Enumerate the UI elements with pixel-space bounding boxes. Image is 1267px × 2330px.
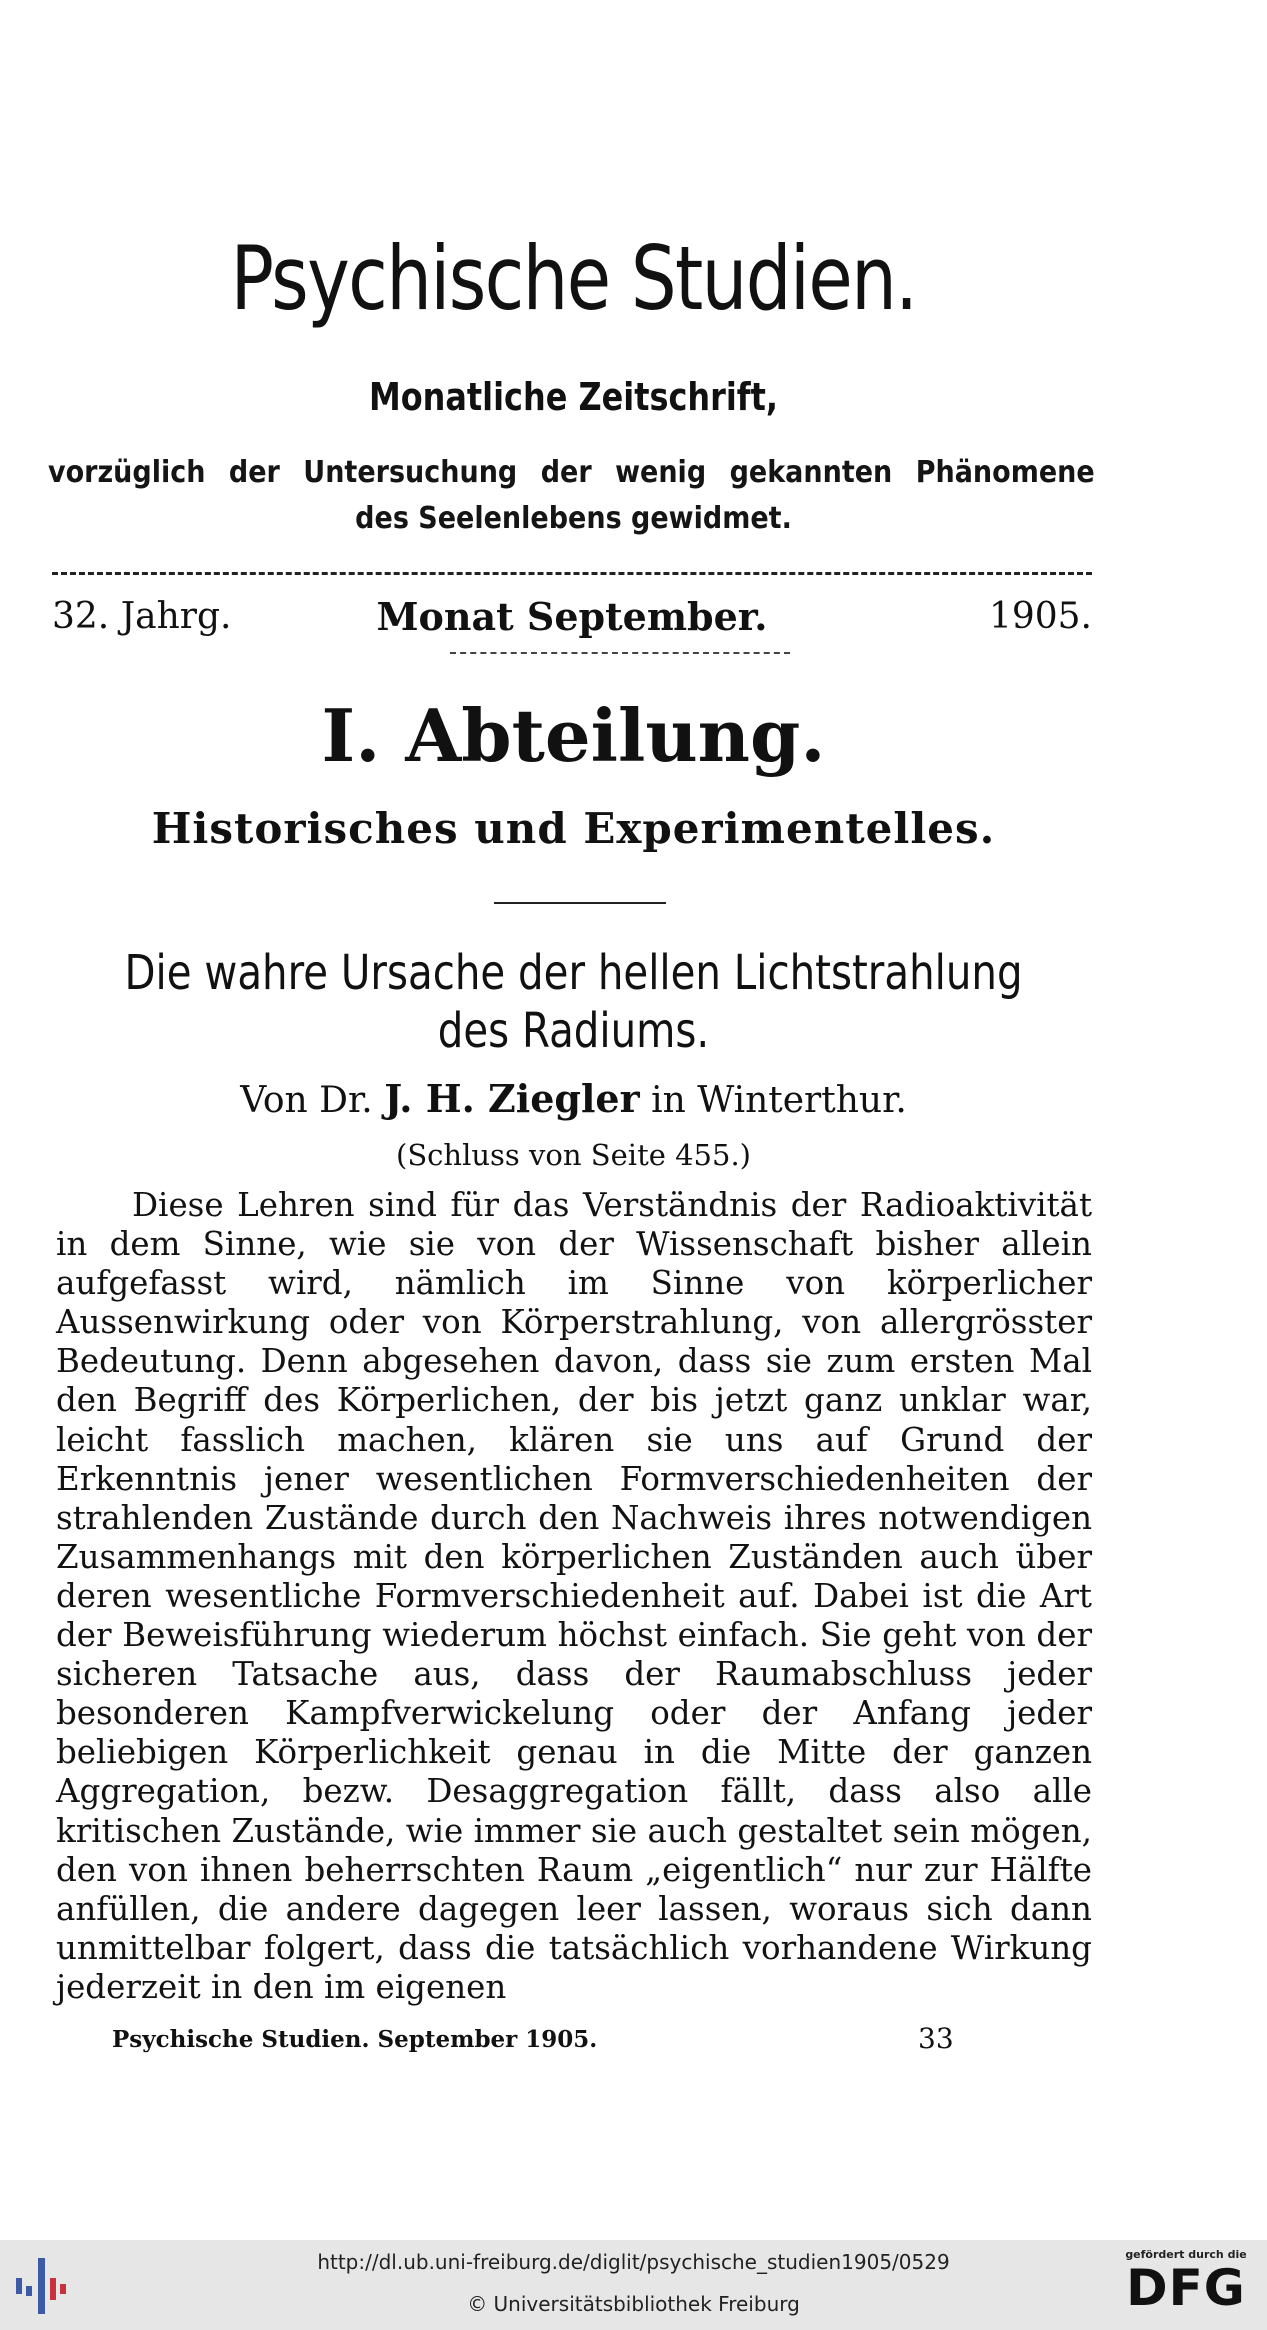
byline-suffix: in Winterthur. [651,1080,907,1121]
journal-subtitle: Monatliche Zeitschrift, [368,375,779,419]
author-name: J. H. Ziegler [384,1076,640,1121]
running-foot: Psychische Studien. September 1905. [112,2026,598,2053]
section-subtitle: Historisches und Experimentelles. [151,804,996,853]
article-title [92,944,1055,1060]
journal-description-line1: vorzüglich der Untersuchung der wenig gekannten Phänomene [48,455,1095,490]
sponsor-label: gefördert durch die [1125,2248,1247,2261]
article-title-line2: des Radiums. [437,1003,710,1059]
journal-description-line2: des Seelenlebens gewidmet. [355,501,792,536]
issue-month: Monat September. [376,594,768,639]
dfg-logo[interactable]: DFG [1126,2259,1246,2317]
article-body: Diese Lehren sind für das Verständnis der Radioaktivität in dem Sinne, wie sie von der Wissenschaft bisher allein aufgefasst wird, nämlich im Sinne von körperlicher Aussenwirkung oder von Körperstrahlung, von allergrösster Bedeutung. Denn abgesehen davon, dass sie zum ersten Mal den Begriff des Körperlichen, der bis jetzt ganz unklar war, leicht fasslich machen, klären sie uns auf Grund der Erkenntnis jener wesentlichen Formverschiedenheiten der strahlenden Zustände durch den Nachweis ihres notwendigen Zusammenhangs mit den körperlichen Zuständen auch über deren wesentliche Formverschiedenheit auf. Dabei ist die Art der Beweisführung wiederum höchst einfach. Sie geht von der sicheren Tatsache aus, dass der Raumabschluss jeder besonderen Kampfverwickelung oder der Anfang jeder beliebigen Körperlichkeit genau in die Mitte der ganzen Aggregation, bezw. Desaggregation fällt, dass also alle kritischen Zustände, wie immer sie auch gestaltet sein mögen, den von ihnen beherrschten Raum „eigentlich“ nur zur Hälfte anfüllen, die andere dagegen leer lassen, woraus sich dann unmittelbar folgert, dass die tatsächlich vorhandene Wirkung jederzeit in den im eigenen [56,1186,1092,2006]
header-rule-bottom [450,652,790,654]
byline-prefix: Von Dr. [240,1080,373,1121]
copyright-notice: © Universitätsbibliothek Freiburg [467,2292,800,2316]
issue-volume: 32. Jahrg. [52,596,232,637]
byline [0,1076,1147,1122]
section-divider [494,902,666,904]
document-url[interactable]: http://dl.ub.uni-freiburg.de/diglit/psychische_studien1905/0529 [317,2250,950,2274]
header-rule-top [52,572,1092,575]
journal-title: Psychische Studien. [230,227,917,330]
issue-line [52,592,1092,642]
page-number: 33 [918,2022,954,2055]
section-title: I. Abteilung. [321,693,826,778]
viewer-bar [0,2240,1267,2330]
article-title-line1: Die wahre Ursache der hellen Lichtstrahlung [124,945,1023,1001]
sponsor-block [1121,2248,1251,2315]
issue-year: 1905. [988,596,1092,637]
continuation-note: (Schluss von Seite 455.) [396,1138,751,1172]
